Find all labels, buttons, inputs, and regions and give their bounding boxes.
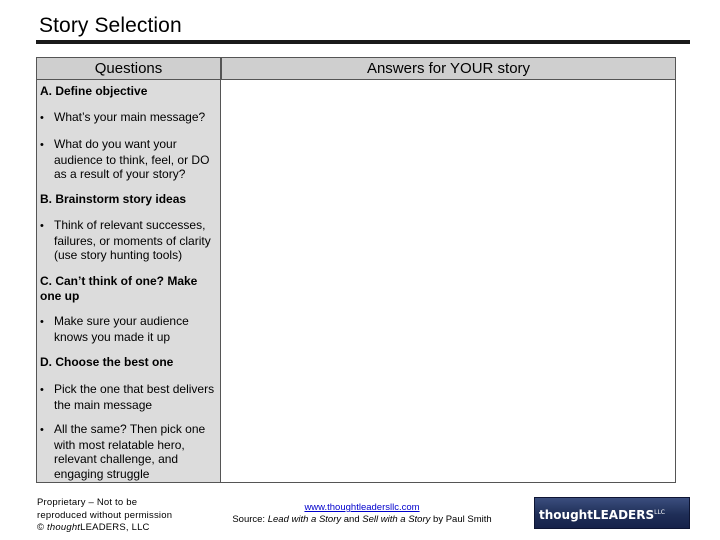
questions-column [36,80,221,483]
thoughtleaders-logo [534,497,690,529]
answers-header: Answers for YOUR story [221,57,676,80]
source-book-2: Sell with a Story [362,514,431,525]
logo-suffix: LLC [654,509,665,516]
section-d-bullet-2: • All the same? Then pick one with most relatable hero, relevant challenge, and engaging struggle [40,422,220,481]
section-b-heading: B. Brainstorm story ideas [40,192,187,206]
source-and: and [343,514,360,525]
answers-area[interactable] [221,80,676,483]
copyright-italic: thought [47,522,81,533]
copyright-symbol: © [37,522,45,533]
copyright-rest: LEADERS, LLC [80,522,150,533]
page-title: Story Selection [39,14,182,37]
section-a-heading: A. Define objective [40,84,148,98]
source-author: by Paul Smith [433,514,492,525]
title-divider [36,40,690,44]
source-prefix: Source: [232,514,266,525]
questions-header: Questions [36,57,221,80]
proprietary-line-1: Proprietary – Not to be [37,497,138,508]
section-b-bullet-1: • Think of relevant successes, failures, or moments of clarity (use story hunting tools) [40,218,220,263]
section-c-heading: C. Can’t think of one? Make one up [40,274,198,303]
section-a-bullet-1: • What’s your main message? [40,110,220,126]
website-link[interactable]: www.thoughtleadersllc.com [304,502,420,513]
section-d-bullet-1: • Pick the one that best delivers the main message [40,382,220,412]
source-book-1: Lead with a Story [267,514,342,525]
section-d-heading: D. Choose the best one [40,355,174,369]
source-line [224,514,500,526]
proprietary-line-2: reproduced without permission [37,509,173,521]
logo-text: thoughtLEADERS [539,508,655,522]
proprietary-notice [37,497,172,535]
section-a-bullet-2: • What do you want your audience to think, feel, or DO as a result of your story? [40,137,220,182]
section-c-bullet-1: • Make sure your audience knows you made it up [40,314,220,344]
copyright-line [37,522,172,535]
footer-source [224,502,500,526]
